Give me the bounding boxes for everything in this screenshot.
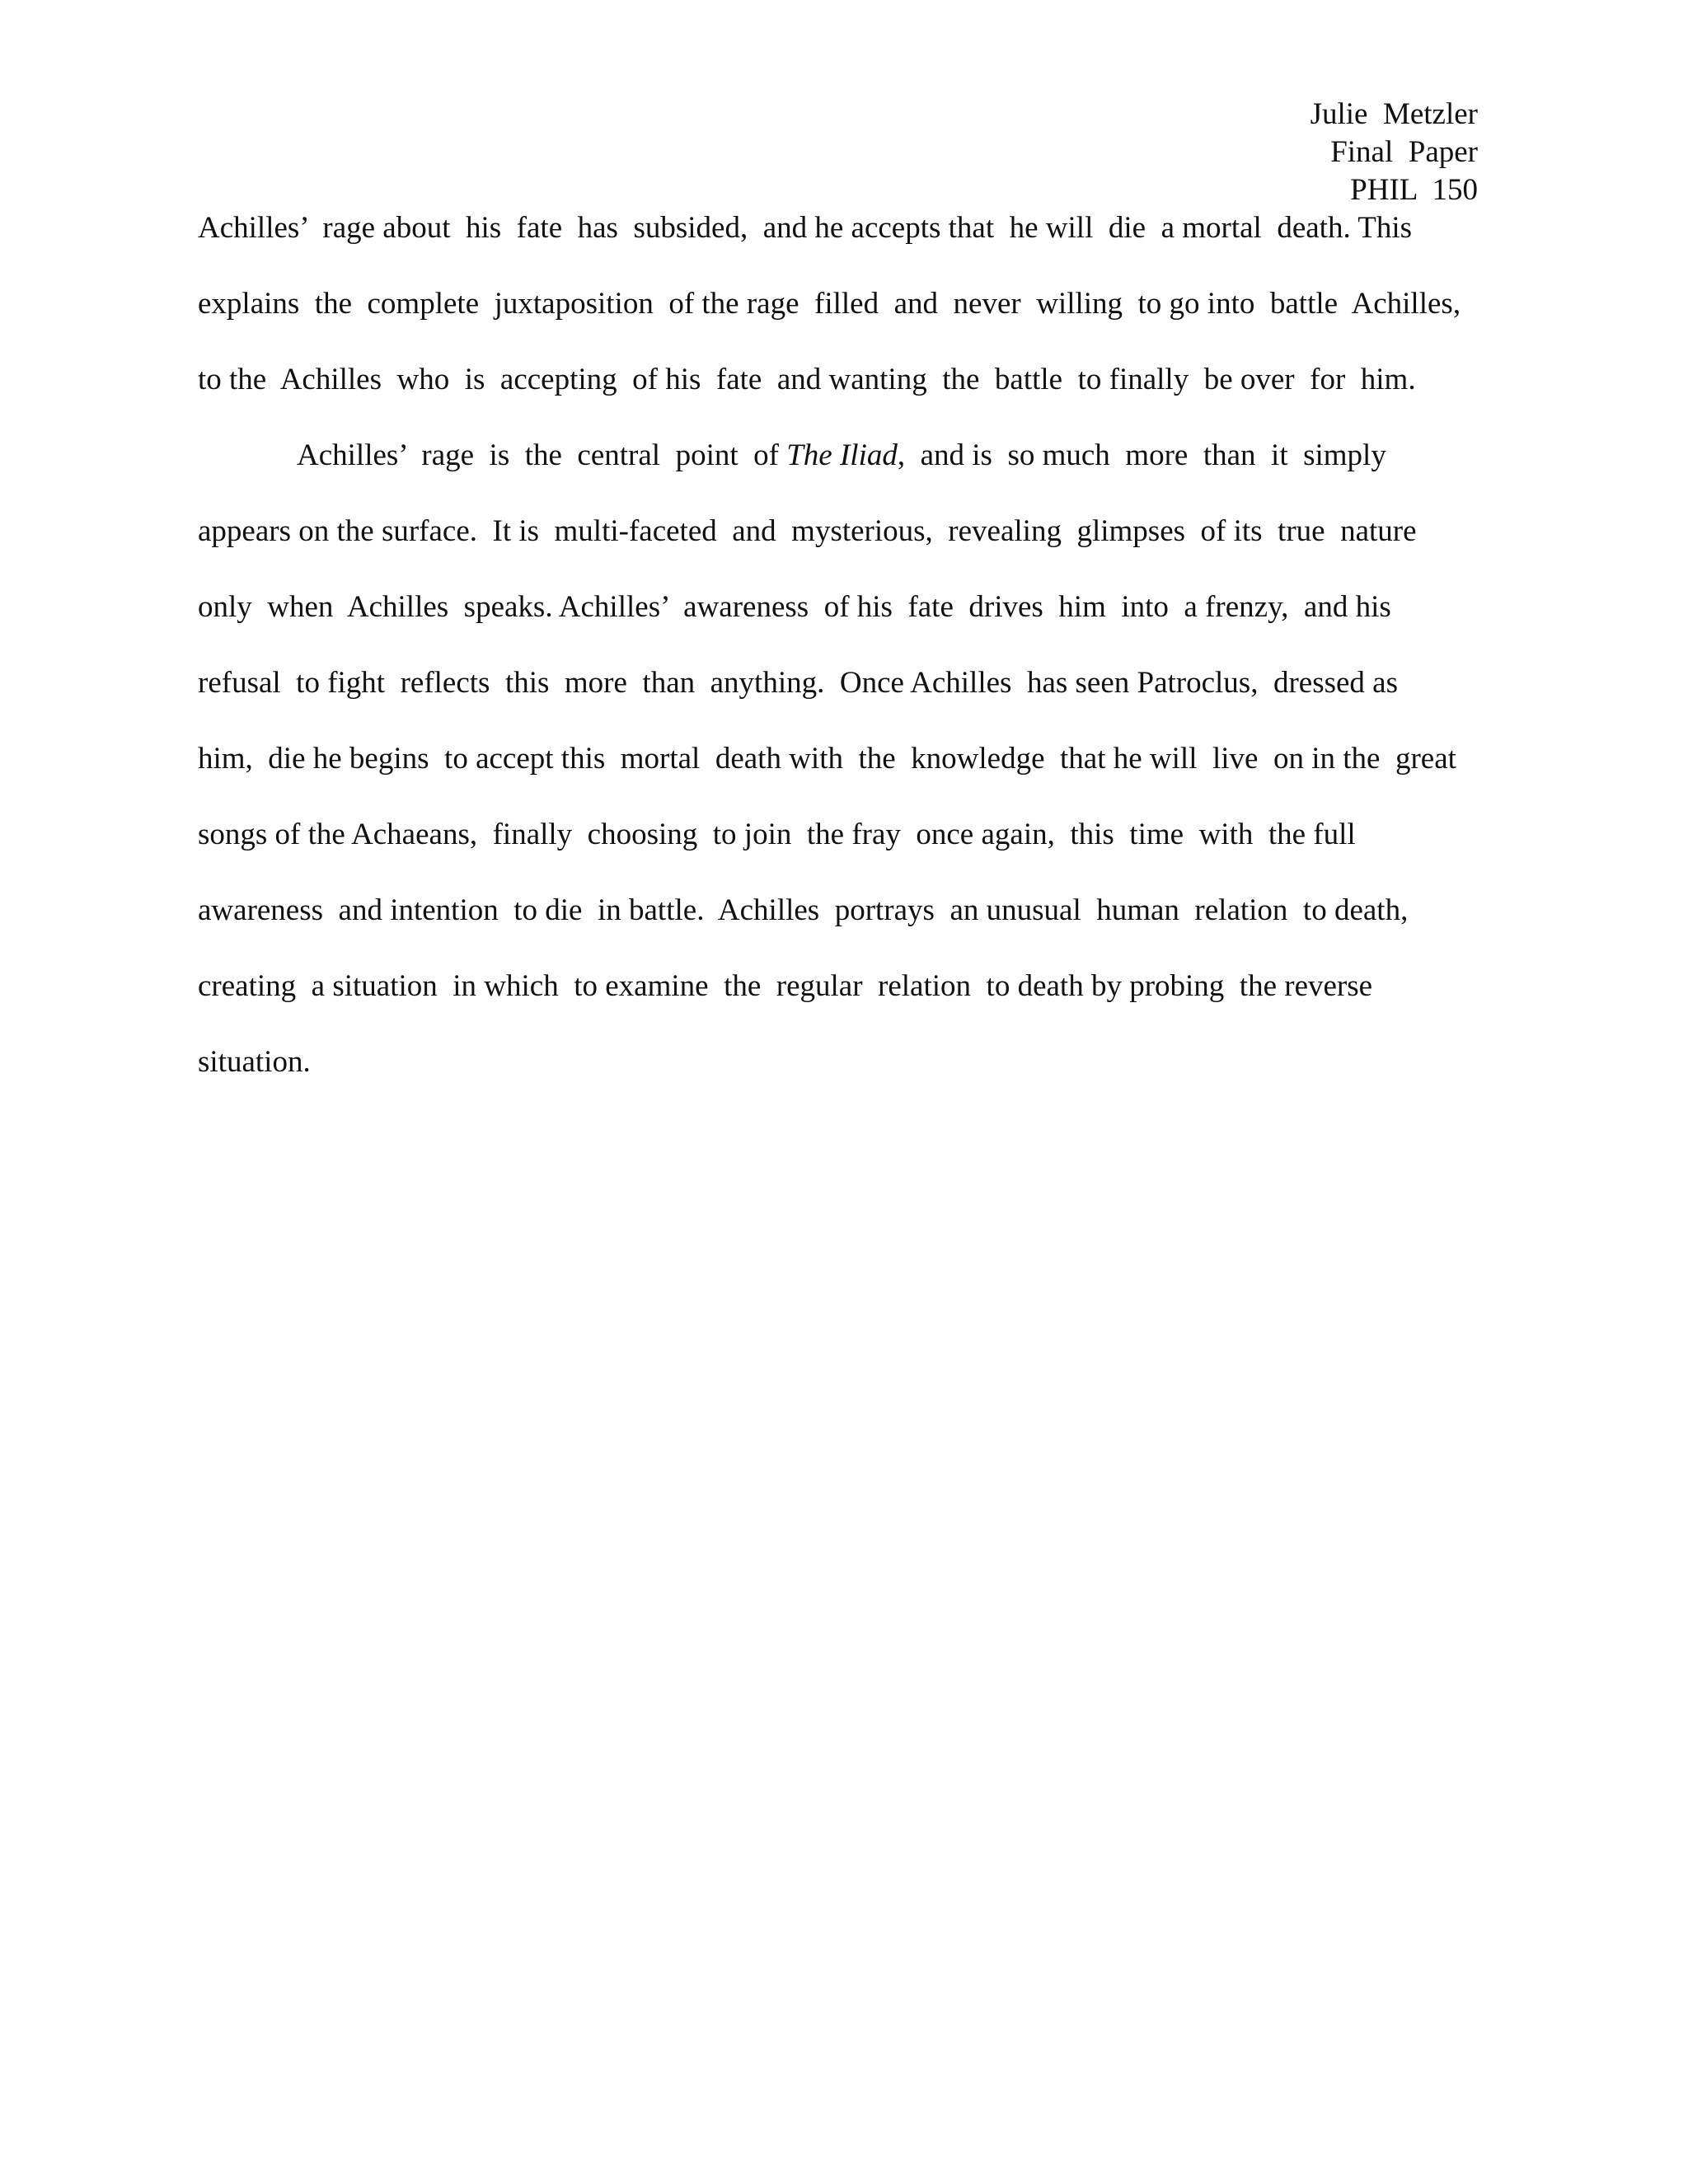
paragraph-continued (198, 204, 1496, 432)
book-title: The Iliad (786, 438, 898, 472)
text-line: songs of the Achaeans, finally choosing to join the fray once again, this time with the full (198, 818, 1356, 851)
author-name: Julie Metzler (1310, 97, 1478, 131)
text-segment: , and is so much more than it simply (897, 438, 1386, 472)
text-line: refusal to fight reflects this more than anything. Once Achilles has seen Patroclus, dressed as (198, 666, 1398, 700)
paper-header (1311, 96, 1478, 209)
text-segment: Achilles’ rage is the central point of (297, 438, 787, 472)
paragraph-conclusion (198, 432, 1496, 1114)
text-line: explains the complete juxtaposition of the rage filled and never willing to go into battle Achilles, (198, 287, 1461, 321)
text-line: Achilles’ rage about his fate has subsided, and he accepts that he will die a mortal death. This (198, 211, 1413, 245)
paper-title: Final Paper (1330, 135, 1478, 169)
text-line: awareness and intention to die in battle. Achilles portrays an unusual human relation to death, (198, 893, 1409, 927)
text-line: situation. (198, 1045, 311, 1079)
text-line-first (198, 432, 1496, 508)
text-line: only when Achilles speaks. Achilles’ awareness of his fate drives him into a frenzy, and his (198, 590, 1391, 624)
course-code: PHIL 150 (1350, 173, 1478, 207)
text-line: him, die he begins to accept this mortal death with the knowledge that he will live on in the great (198, 742, 1456, 776)
text-line: appears on the surface. It is multi-faceted and mysterious, revealing glimpses of its true nature (198, 514, 1417, 548)
text-line: creating a situation in which to examine the regular relation to death by probing the reverse (198, 969, 1373, 1003)
paper-body (198, 204, 1496, 1114)
text-line: to the Achilles who is accepting of his fate and wanting the battle to finally be over for him. (198, 363, 1416, 396)
